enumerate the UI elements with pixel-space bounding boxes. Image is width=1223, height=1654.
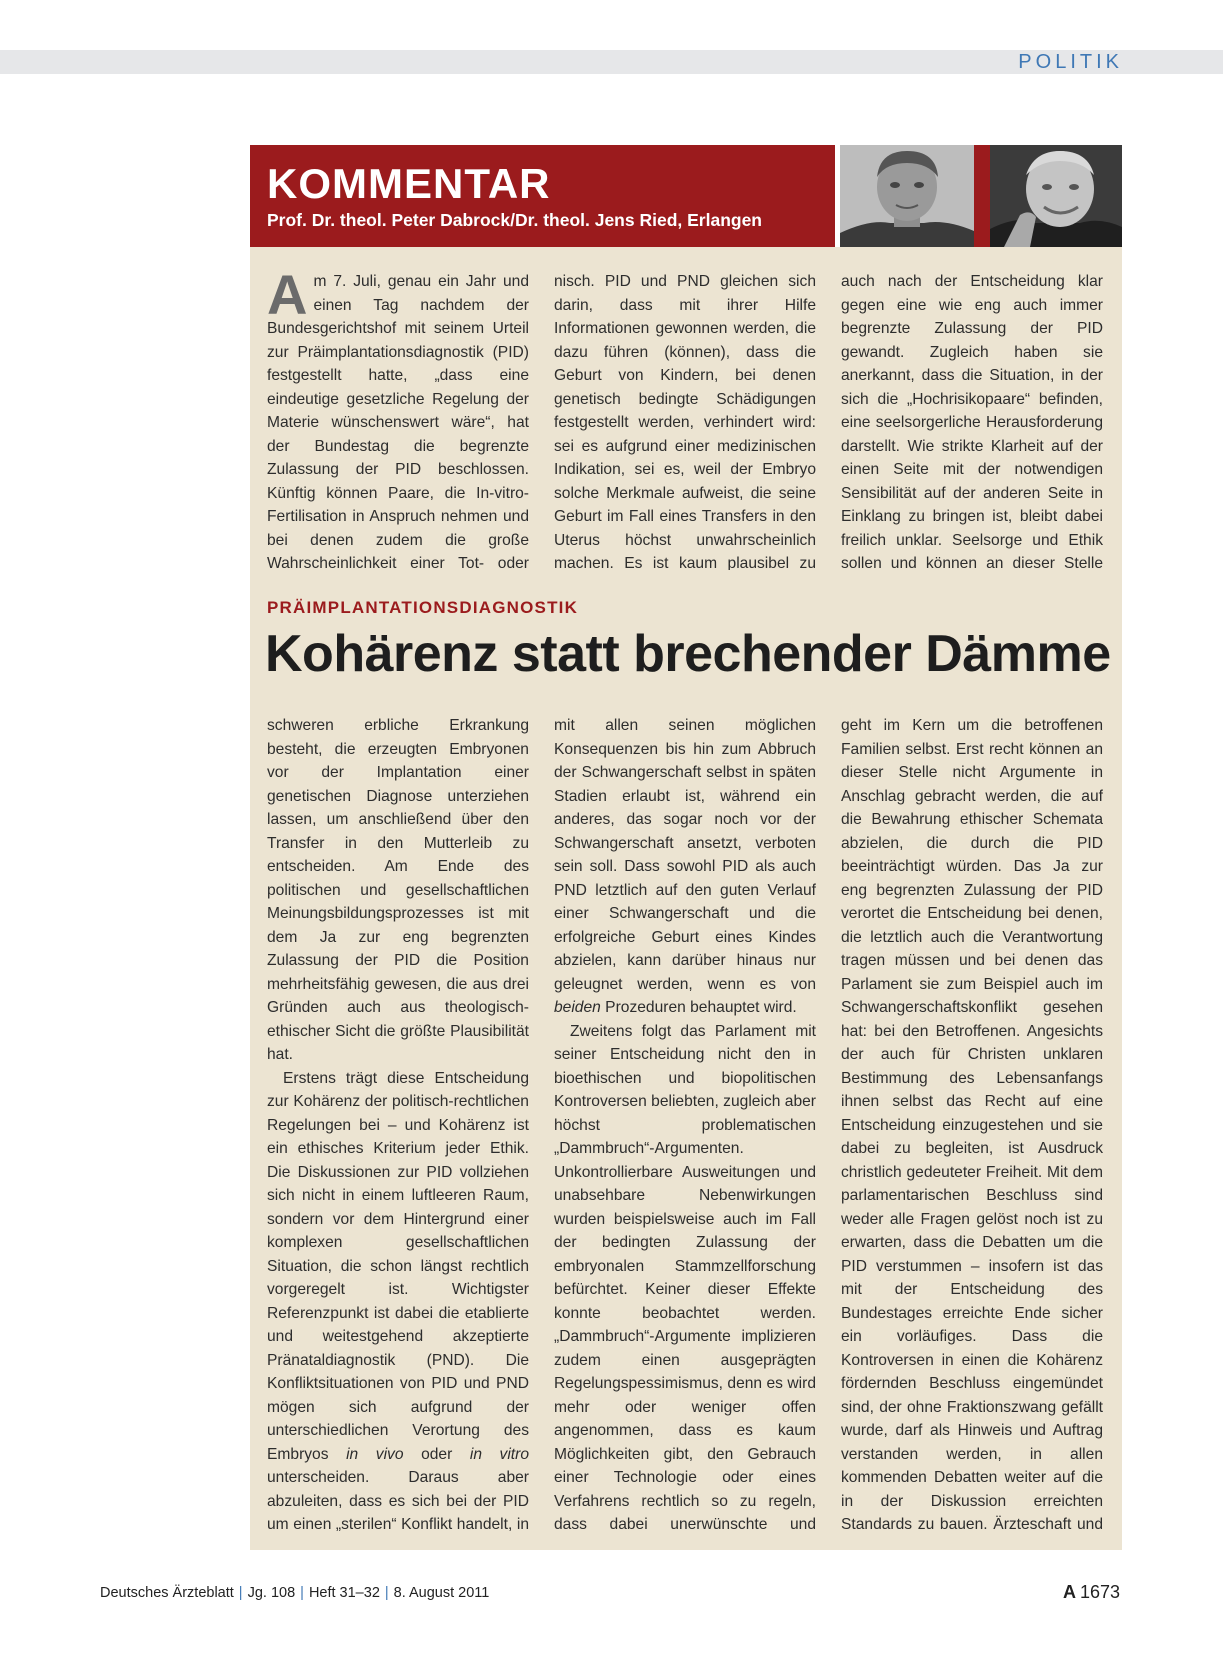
col2-bot-em: beiden — [554, 999, 601, 1016]
author-photo-2 — [990, 145, 1122, 247]
header-authors: Prof. Dr. theol. Peter Dabrock/Dr. theol. Jens Ried, Erlangen — [267, 210, 762, 230]
footer-issue: Heft 31–32 — [308, 1585, 380, 1601]
article-col-3-bottom — [841, 714, 1103, 1539]
col2-top-text: nisch. PID und PND gleichen sich darin, dass mit ihrer Hilfe Informationen gewonnen werden, die dazu führen (können), dass die Geburt von Kindern, bei denen genetisch bedingte Schädigungen festgestellt werden, verhindert wird: sei es aufgrund einer medizinischen Indikation, sei es, weil der Embryo solche Merkmale aufweist, die seine Geburt im Fall eines Transfers in den Uterus höchst unwahrscheinlich machen. Es ist kaum plausibel zu — [554, 273, 816, 570]
col2-bot-p1 — [554, 714, 816, 1020]
footer-volume: Jg. 108 — [247, 1585, 296, 1601]
col1-bot-p2-b: oder — [421, 1445, 453, 1463]
col1-bot-p2-c: unterscheiden. Daraus aber abzuleiten, dass es sich bei der PID um einen „sterilen“ Konflikt handelt, in — [267, 1469, 529, 1533]
section-label: POLITIK — [1018, 51, 1123, 73]
footer-separator: | — [384, 1585, 389, 1601]
page-prefix: A — [1062, 1582, 1076, 1602]
page-number — [1063, 1580, 1120, 1604]
intro-text: m 7. Juli, genau ein Jahr und einen Tag nachdem der Bundesgerichtshof mit seinem Urteil zur Präimplantationsdiagnostik (PID) festgestellt hatte, „dass eine eindeutige gesetzliche Regelung der Materie wünschenswert wäre“, hat der Bundestag die begrenzte Zulassung der PID beschlossen. Künftig können Paare, die In-vitro-Fertilisation in Anspruch nehmen und bei denen zudem die große Wahrscheinlichkeit einer Tot- oder — [267, 273, 529, 570]
article-headline: Kohärenz statt brechender Dämme — [265, 625, 1111, 683]
col1-bot-p2-a: Erstens trägt diese Entscheidung zur Kohärenz der politisch-rechtlichen Regelungen bei – und Kohärenz ist ein ethisches Kriterium jeder Ethik. Die Diskussionen zur PID vollziehen sich nicht in einem luftleeren Raum, sondern vor dem Hintergrund einer komplexen gesellschaftlichen Situation, die schon längst rechtlich vorgeregelt ist. Wichtigster Referenzpunkt ist dabei die etablierte und weitestgehend akzeptierte Pränataldiagnostik (PND). Die Konfliktsituationen von PID und PND mögen sich aufgrund der unterschiedlichen Verortung des Embryos — [267, 1069, 529, 1463]
footer-journal: Deutsches Ärzteblatt — [100, 1585, 234, 1601]
footer-separator: | — [300, 1585, 304, 1601]
col3-bot-text: geht im Kern um die betroffenen Familien selbst. Erst recht können an dieser Stelle nicht Argumente in Anschlag gebracht werden, die auf die Bewahrung ethischer Schemata abzielen, die durch die PID beeinträchtigt würden. Das Ja zur eng begrenzten Zulassung der PID verortet die Entscheidung bei denen, die letztlich auch die Verantwortung tragen müssen und bei denen das Parlament sie zum Beispiel auch im Schwangerschaftskonflikt gesehen hat: bei den Betroffenen. Angesichts der auch für Christen unklaren Bestimmung des Lebensanfangs ihnen selbst das Recht auf eine Entscheidung einzugestehen und sie dabei zu begleiten, ist Ausdruck christlich gedeuteter Freiheit. Mit dem parlamentarischen Beschluss sind weder alle Fragen gelöst noch ist zu erwarten, dass die Debatten um die PID verstummen – insofern ist das mit der Entscheidung des Bundestages erreichte Ende sicher ein vorläufiges. Dass die Kontroversen in einen die Kohärenz fördernden Beschluss eingemündet sind, der ohne Fraktionszwang gefällt wurde, darf als Hinweis und Auftrag verstanden werden, in allen kommenden Debatten weiter auf die in der Diskussion erreichten Standards zu bauen. Ärzteschaft und — [841, 717, 1103, 1533]
col2-bot-p1-a: mit allen seinen möglichen Konsequenzen bis hin zum Abbruch der Schwangerschaft selbst in späten Stadien erlaubt ist, während ein anderes, das sogar noch vor der Schwangerschaft ansetzt, verboten sein soll. Dass sowohl PID als auch PND letztlich auf den guten Verlauf einer Schwangerschaft und die erfolgreiche Geburt eines Kindes abzielen, kann darüber hinaus nur geleugnet werden, wenn es von — [554, 717, 816, 993]
author-photo-1 — [840, 145, 974, 247]
col1-bot-em2: in vitro — [469, 1445, 529, 1463]
article-col-1-top — [267, 270, 529, 570]
page-number-value: 1673 — [1079, 1582, 1120, 1602]
col2-bot-p2: Zweitens folgt das Parlament mit seiner Entscheidung nicht den in bioethischen und biopolitischen Kontroversen beliebten, zugleich aber höchst problematischen „Dammbruch“-Argumenten. Unkontrollierbare Ausweitungen und unabsehbare Nebenwirkungen wurden beispielsweise auch im Fall der bedingten Zulassung der embryonalen Stammzellforschung befürchtet. Keiner dieser Effekte konnte beobachtet werden. „Dammbruch“-Argumente implizieren zudem einen ausgeprägten Regelungspessimismus, denn es wird mehr oder weniger offen angenommen, dass es kaum Möglichkeiten gibt, den Gebrauch einer Technologie oder eines Verfahrens rechtlich so zu regeln, dass dabei unerwünschte und — [554, 1022, 816, 1533]
comment-header — [250, 145, 1122, 247]
col3-top-text: auch nach der Entscheidung klar gegen eine wie eng auch immer begrenzte Zulassung der PID gewandt. Zugleich haben sie anerkannt, dass die Situation, in der sich die „Hochrisikopaare“ befinden, eine seelsorgerliche Herausforderung darstellt. Wie strikte Klarheit auf der einen Seite mit der notwendigen Sensibilität auf der anderen Seite in Einklang zu bringen ist, bleibt dabei freilich unklar. Seelsorge und Ethik sollen und können an dieser Stelle — [841, 273, 1103, 570]
page-footer — [100, 1583, 489, 1603]
author-portrait-2 — [990, 145, 1122, 247]
col1-bot-em1: in vivo — [346, 1445, 404, 1463]
article-col-3-top — [841, 270, 1103, 570]
article-col-2-top — [554, 270, 816, 570]
header-title: KOMMENTAR — [267, 160, 551, 207]
article-kicker: PRÄIMPLANTATIONSDIAGNOSTIK — [267, 598, 579, 617]
col1-bot-p2 — [267, 1067, 529, 1540]
article-col-2-bottom — [554, 714, 816, 1539]
article-col-1-bottom — [267, 714, 529, 1539]
col1-bot-p1: schweren erbliche Erkrankung besteht, die erzeugten Embryonen vor der Implantation einer genetischen Diagnose unterziehen lassen, um anschließend über den Transfer in den Mutterleib zu entscheiden. Am Ende des politischen und gesellschaftlichen Meinungsbildungsprozesses ist mit dem Ja zur eng begrenzten Zulassung der PID die Position mehrheitsfähig gewesen, die aus drei Gründen auch aus theologisch-ethischer Sicht die größte Plausibilität hat. — [267, 717, 529, 1063]
dropcap: A — [267, 270, 308, 326]
footer-separator: | — [238, 1585, 243, 1601]
photo-divider — [974, 145, 990, 247]
footer-date: 8. August 2011 — [393, 1585, 490, 1601]
header-banner — [250, 145, 835, 247]
author-portrait-1 — [840, 145, 974, 247]
col2-bot-p1-b: Prozeduren behauptet wird. — [605, 999, 797, 1016]
